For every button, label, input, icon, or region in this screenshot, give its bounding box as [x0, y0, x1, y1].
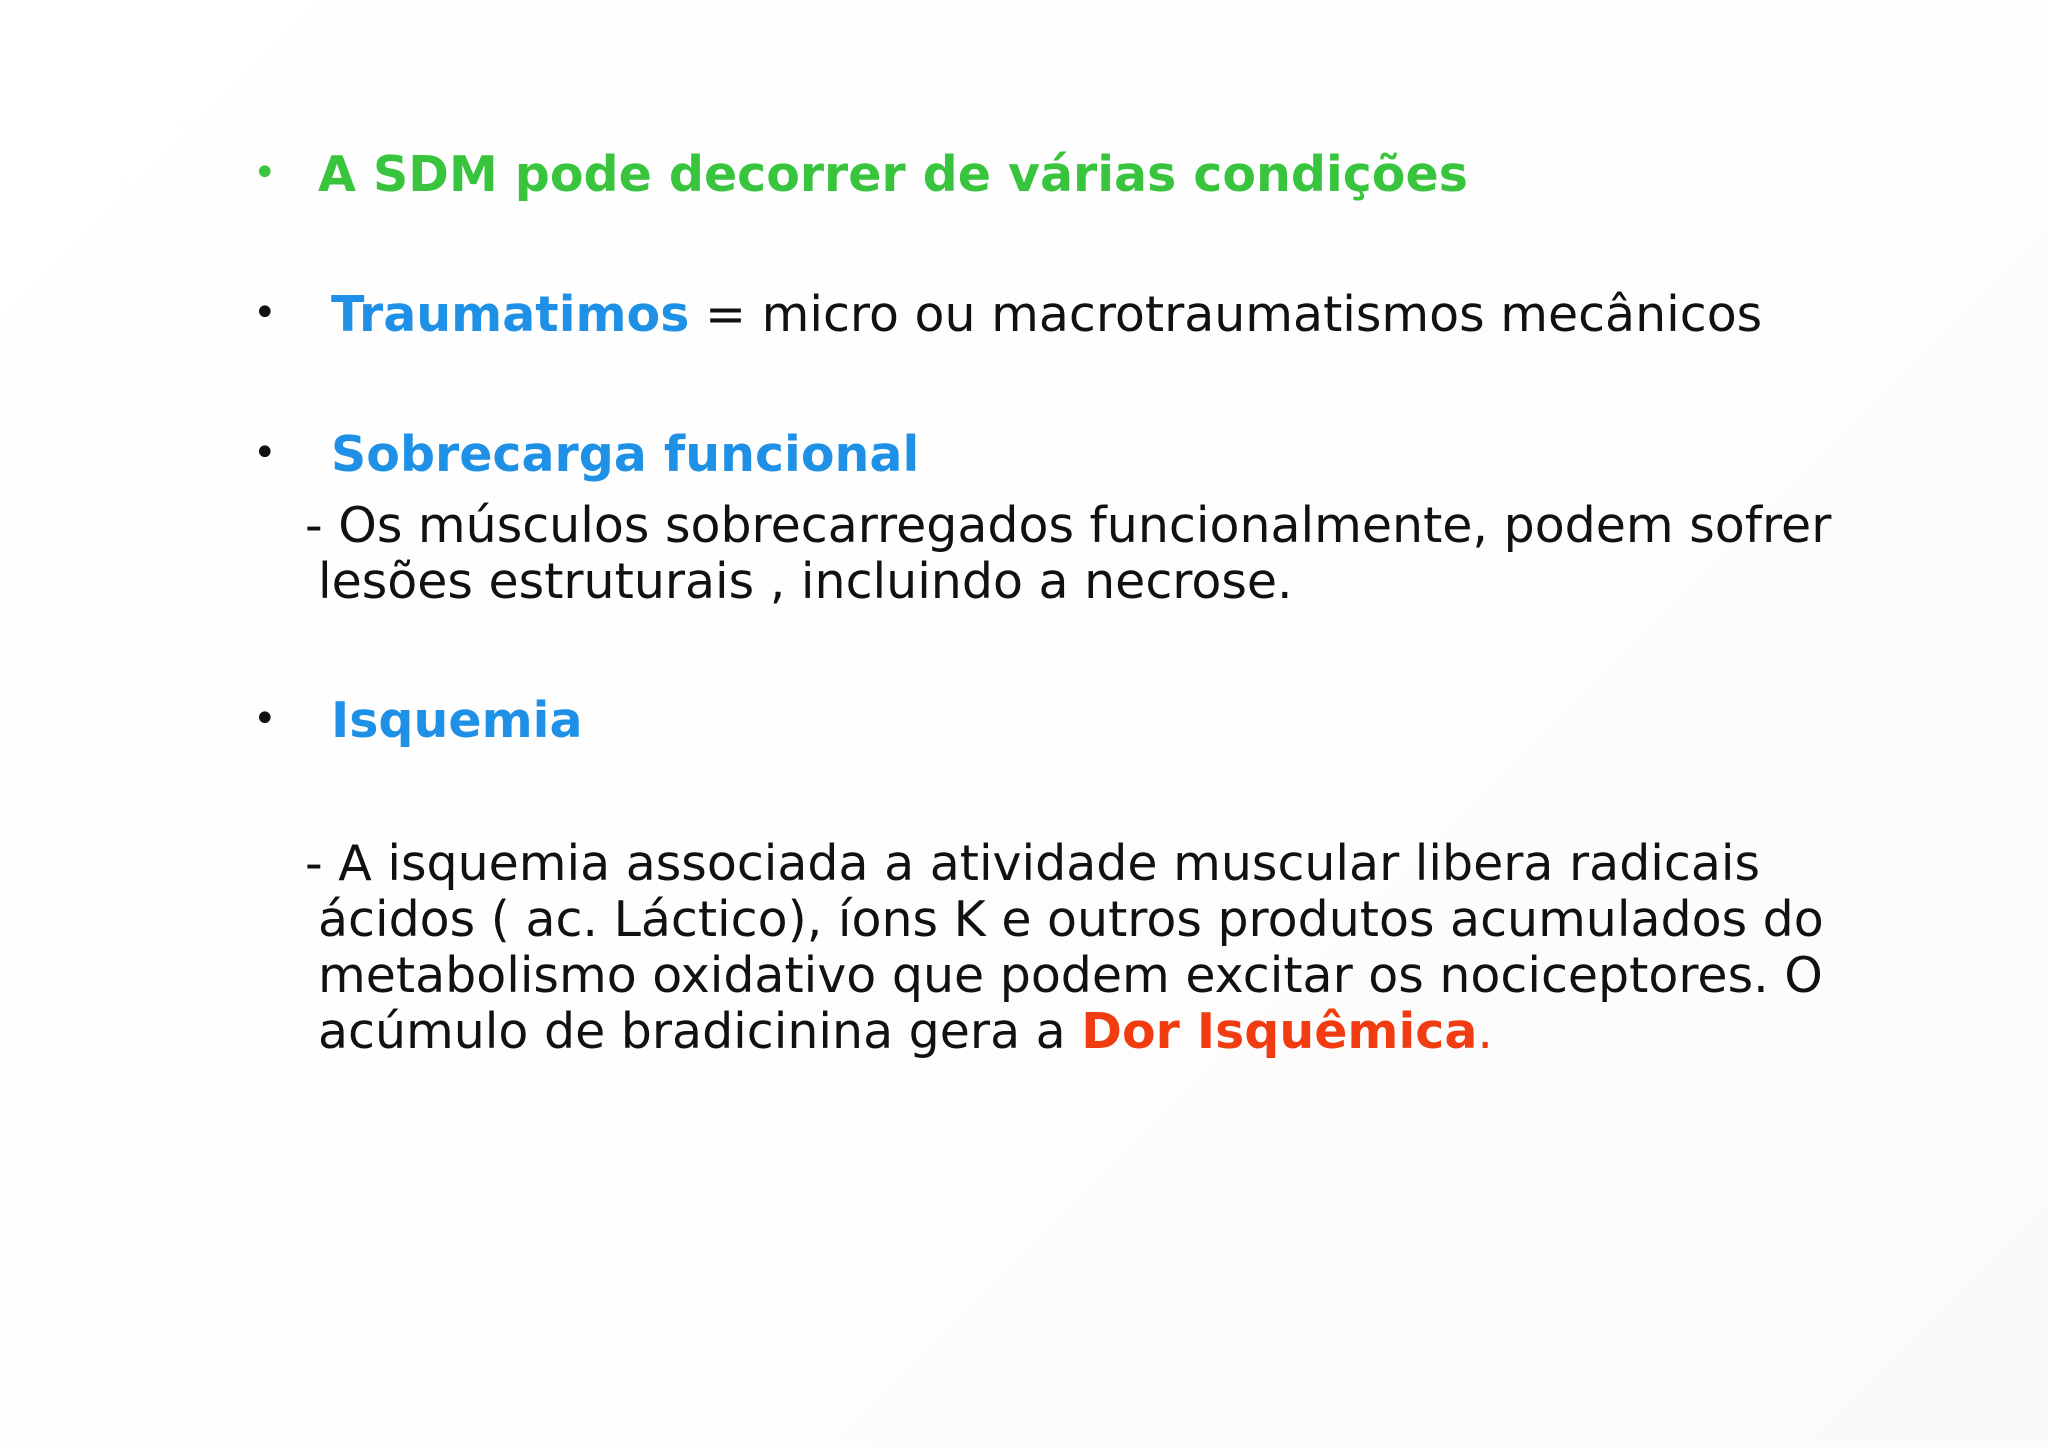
dor-isquemica-highlight: Dor Isquêmica — [1081, 1003, 1478, 1060]
bullet-3-detail-line-2: lesões estruturais , incluindo a necrose. — [318, 553, 1293, 610]
bullet-4-detail-line-4 — [318, 1004, 1493, 1060]
bullet-1-heading: A SDM pode decorrer de várias condições — [318, 146, 1468, 203]
bullet-4-marker: • — [253, 696, 277, 742]
bullet-4-detail-line-3: metabolismo oxidativo que podem excitar os nociceptores. O — [318, 947, 1823, 1004]
bullet-2-heading: Traumatimos — [331, 286, 690, 343]
bullet-3-detail-line-1: - Os músculos sobrecarregados funcionalmente, podem sofrer — [305, 497, 1832, 554]
bullet-3-heading: Sobrecarga funcional — [331, 426, 920, 483]
bullet-3-marker: • — [253, 430, 277, 476]
bullet-2-line — [331, 286, 1763, 343]
bullet-2-rest: = micro ou macrotraumatismos mecânicos — [689, 286, 1763, 343]
bullet-4-detail-line-2: ácidos ( ac. Láctico), íons K e outros produtos acumulados do — [318, 891, 1824, 948]
dor-isquemica-period: . — [1477, 1003, 1493, 1060]
bullet-1-marker: • — [253, 150, 277, 196]
bullet-4-detail-line-1: - A isquemia associada a atividade muscular libera radicais — [305, 835, 1761, 892]
bullet-4-heading: Isquemia — [331, 692, 583, 749]
bullet-2-marker: • — [253, 290, 277, 336]
bullet-4-detail-line-4-text: acúmulo de bradicinina gera a — [318, 1003, 1082, 1060]
